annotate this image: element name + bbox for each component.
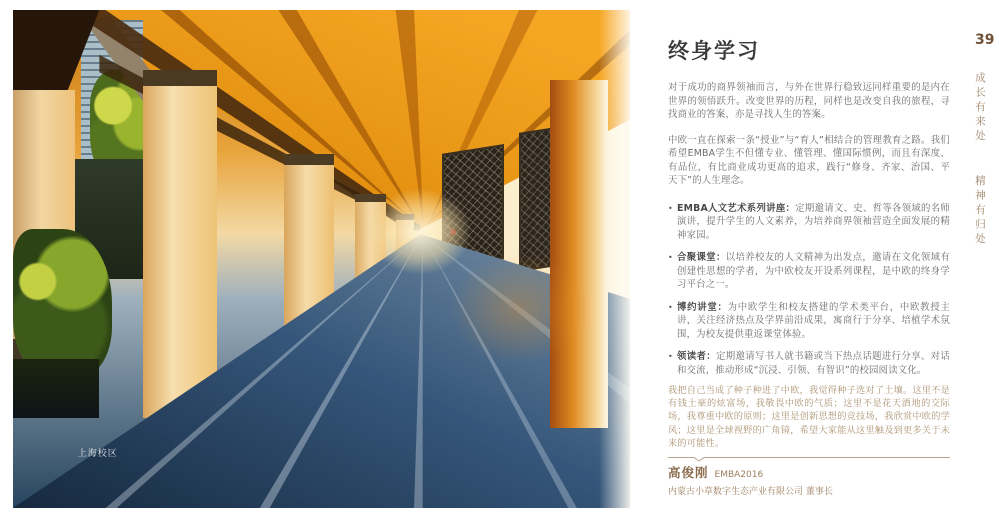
article [668,40,950,386]
paragraph: 中欧一直在探索一条“授业”与“育人”相结合的管理教育之路。我们希望EMBA学生不但懂专业、懂管理、懂国际惯例，而且有深度、有品位，有比商业成功更高的追求，践行“修身、齐家、治国、平天下”的人生理念。 [668,134,950,187]
photo-bright-edge [599,10,630,508]
list-item-label: 合聚课堂： [677,252,726,264]
photo-planter-shadow [13,359,99,419]
page-title: 终身学习 [668,39,760,63]
list-item [668,202,950,243]
author-row [668,463,950,481]
bullet-dot-icon: • [668,352,673,362]
list-item [668,301,950,342]
edge-slogan-top: 成长有来处 [974,72,986,145]
list-item-content [677,251,950,292]
photo-column-cap [284,154,333,165]
author-class: EMBA2016 [714,470,764,481]
list-item-text: 定期邀请写书人就书籍或当下热点话题进行分享、对话和交流，推动形成“沉浸、引领、有智识”的校园阅读文化。 [677,351,950,376]
author-title: 内蒙古小草数字生态产业有限公司 董事长 [668,487,833,498]
author-name: 高俊刚 [668,465,709,481]
list-item-text: 以培养校友的人文精神为出发点，邀请在文化领域有创建性思想的学者，为中欧校友开设系列课程，是中欧的终身学习平台之一。 [677,252,950,291]
bullet-dot-icon: • [668,302,673,312]
list-item-label: 领读者： [677,351,717,363]
list-item-label: 博约讲堂： [677,301,728,313]
bullet-dot-icon: • [668,253,673,263]
photo-sunlight-dapple [420,229,617,388]
signature-divider [668,453,950,462]
page-number: 39 [975,32,995,48]
bullet-dot-icon: • [668,203,673,213]
list-item-text: 定期邀请文、史、哲等各领域的名师演讲，提升学生的人文素养，为培养商界领袖营造全面发展的精神家园。 [677,202,950,241]
photo-caption: 上海校区 [77,449,118,460]
campus-corridor-photo [13,10,630,508]
program-list [668,202,950,378]
photo-bush [13,229,112,378]
testimonial-quote: 我把自己当成了种子种进了中欧，我觉得种子选对了土壤。这里不是有钱土豪的炫富场，我敬畏中欧的气质；这里不是花天酒地的交际场，我尊重中欧的原则；这里是创新思想的竞技场，我欣赏中欧的学风；这里是全球视野的广角镜，希望大家能从这里触及到更多关于未来的可能性。 [668,385,950,449]
list-item [668,350,950,377]
list-item-content [677,350,950,377]
list-item-content [677,202,950,243]
edge-slogan-bottom: 精神有归处 [974,174,986,247]
testimonial [668,384,950,497]
list-item-text: 为中欧学生和校友搭建的学术类平台，中欧教授主讲，关注经济热点及学界前沿成果，寓商行于分享、培植学术氛围，为校友提供重返课堂体验。 [677,301,950,340]
edge-slogan [973,72,988,247]
photo-column [143,70,217,419]
list-item-content [677,301,950,342]
list-item-label: EMBA人文艺术系列讲座： [677,202,796,214]
photo-column-cap [143,70,217,86]
paragraph: 对于成功的商界领袖而言，与外在世界行稳致远同样重要的是内在世界的领悟跃升。改变世界的历程，同样也是改变自我的旅程，寻找商业的答案，亦是寻找人生的答案。 [668,82,950,121]
list-item [668,251,950,292]
